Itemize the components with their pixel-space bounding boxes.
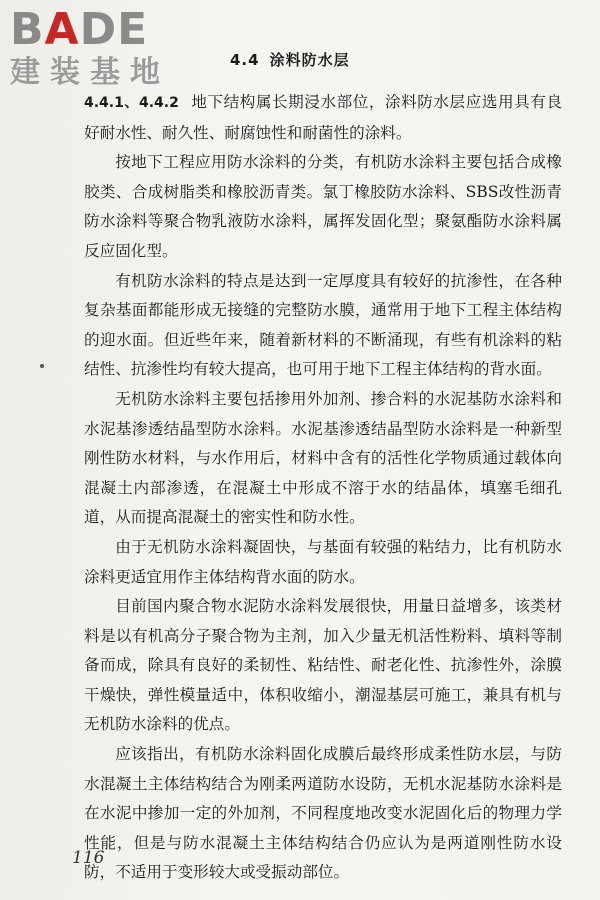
logo-letter-b: B — [10, 4, 45, 55]
clause-lead-text: 地下结构属长期浸水部位，涂料防水层应选用具有良好耐水性、耐久性、耐腐蚀性和耐菌性的涂料。 — [84, 93, 562, 142]
logo-subtitle: 建装基地 — [10, 55, 170, 90]
paragraph: 有机防水涂料的特点是达到一定厚度具有较好的抗渗性，在各种复杂基面都能形成无接缝的完整防水膜，通常用于地下工程主体结构的迎水面。但近些年来，随着新材料的不断涌现，有些有机涂料的粘结性、抗渗性均有较大提高，也可用于地下工程主体结构的背水面。 — [84, 271, 562, 379]
paragraph: 由于无机防水涂料凝固快，与基面有较强的粘结力，比有机防水涂料更适宜用作主体结构背水面的防水。 — [84, 537, 562, 586]
section-title: 涂料防水层 — [269, 51, 350, 69]
paragraph: 无机防水涂料主要包括掺用外加剂、掺合料的水泥基防水涂料和水泥基渗透结晶型防水涂料。水泥基渗透结晶型防水涂料是一种新型刚性防水材料，与水作用后，材料中含有的活性化学物质通过载体向混凝土内部渗透，在混凝土中形成不溶于水的结晶体，填塞毛细孔道，从而提高混凝土的密实性和防水性。 — [84, 389, 562, 527]
paragraph: 目前国内聚合物水泥防水涂料发展很快，用量日益增多，该类材料是以有机高分子聚合物为主剂，加入少量无机活性粉料、填料等制备而成，除具有良好的柔韧性、粘结性、耐老化性、抗渗性外，涂膜干燥快，弹性模量适中，体积收缩小，潮湿基层可施工，兼具有机与无机防水涂料的优点。 — [84, 597, 562, 734]
page-speck — [40, 364, 44, 368]
page-number: 116 — [72, 848, 105, 868]
section-number: 4.4 — [230, 51, 260, 69]
clause-number: 4.4.1、4.4.2 — [84, 95, 179, 111]
logo-letter-a: A — [44, 4, 80, 55]
paragraph: 按地下工程应用防水涂料的分类，有机防水涂料主要包括合成橡胶类、合成树脂类和橡胶沥青类。氯丁橡胶防水涂料、SBS改性沥青防水涂料等聚合物乳液防水涂料，属挥发固化型；聚氨酯防水涂料属反应固化型。 — [84, 153, 562, 260]
clause-paragraph — [84, 88, 562, 148]
body-text — [84, 88, 562, 888]
logo-brand-text — [10, 6, 148, 54]
section-heading — [230, 50, 350, 70]
paragraph: 应该指出，有机防水涂料固化成膜后最终形成柔性防水层，与防水混凝土主体结构结合为刚柔两道防水设防，无机水泥基防水涂料是在水泥中掺加一定的外加剂，不同程度地改变水泥固化后的物理力学性能，但是与防水混凝土主体结构结合仍应认为是两道刚性防水设防，不适用于变形较大或受振动部位。 — [84, 745, 562, 882]
logo-letters-de: DE — [79, 4, 149, 55]
watermark-logo — [4, 4, 184, 96]
